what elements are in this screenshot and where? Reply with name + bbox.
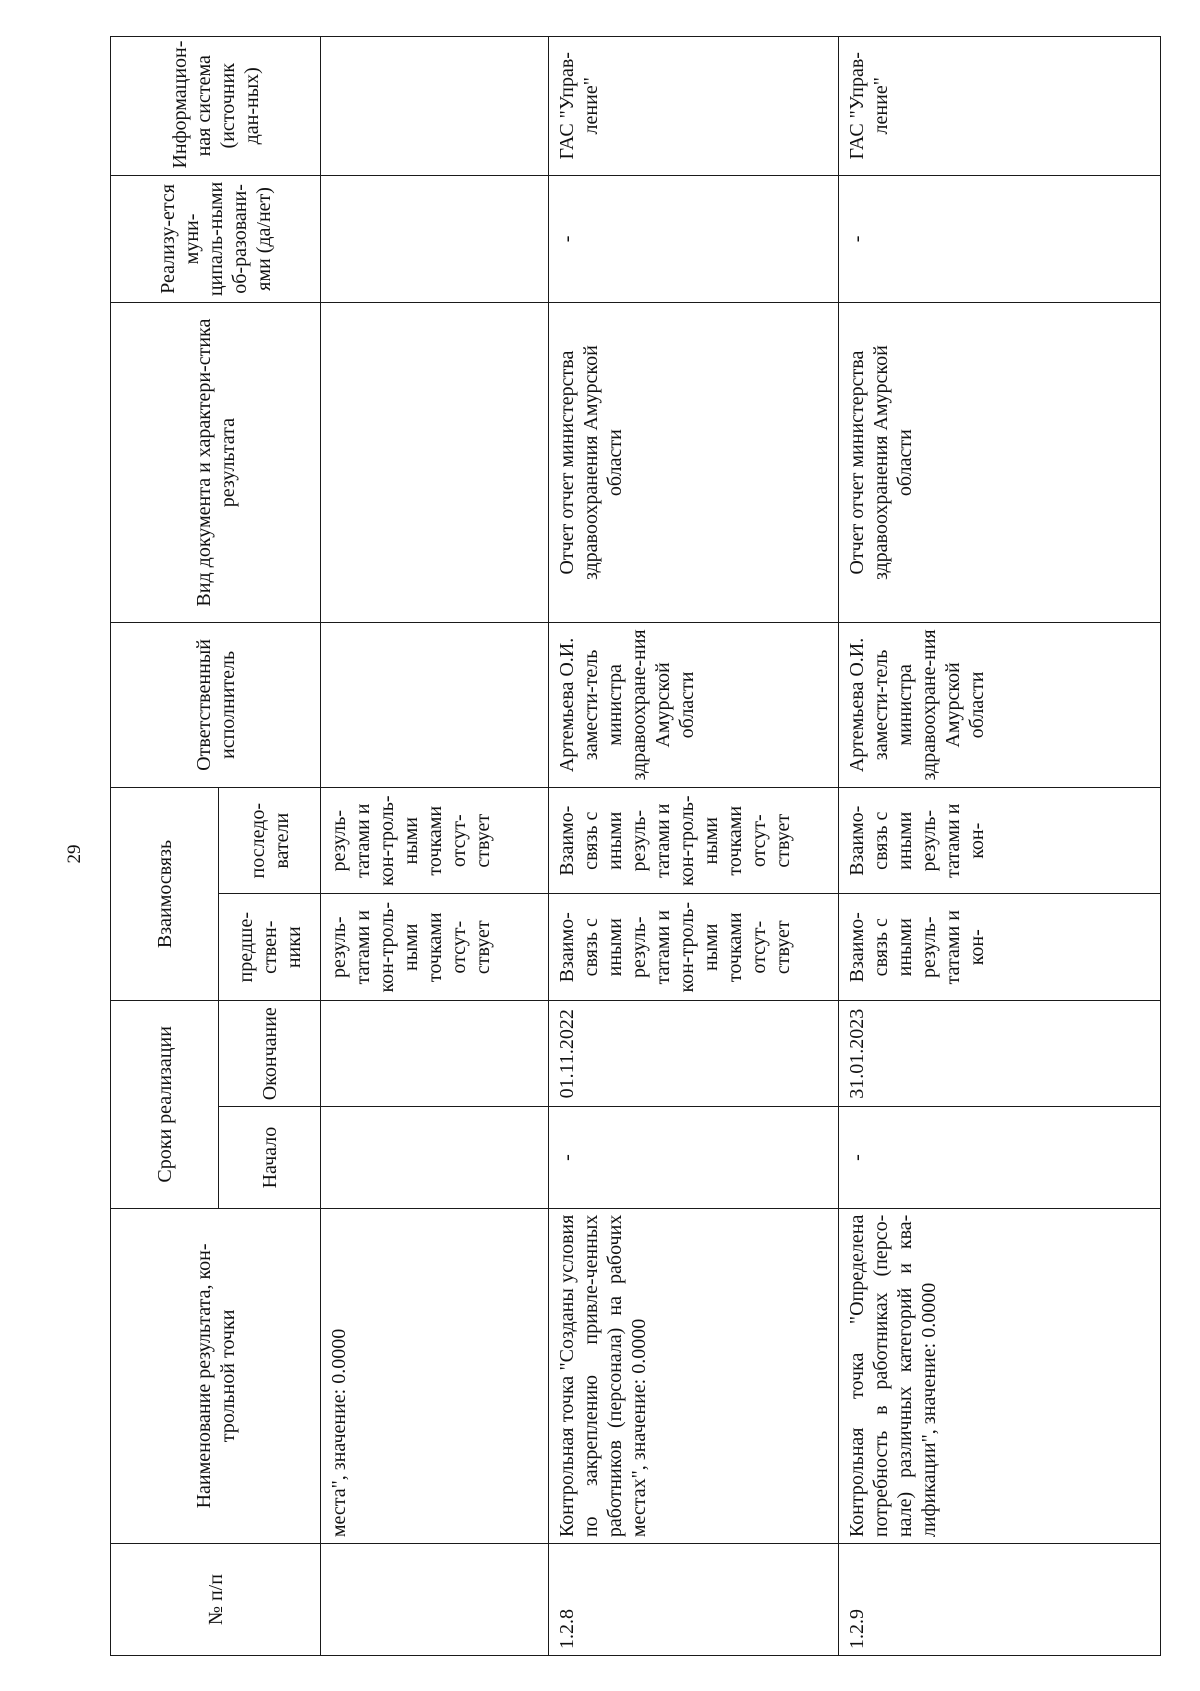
table-container (110, 36, 1160, 1656)
header-terms: Сроки реализации (111, 1000, 219, 1208)
cell-start: - (549, 1107, 839, 1208)
cell-start: - (839, 1107, 1161, 1208)
header-start: Начало (219, 1107, 321, 1208)
header-info-system: Информацион-ная система (источник дан-ных) (111, 37, 321, 176)
header-num: № п/п (111, 1544, 321, 1656)
cell-info-system (321, 37, 549, 176)
page-number: 29 (64, 844, 85, 864)
cell-name: места", значение: 0.0000 (321, 1208, 549, 1544)
header-end: Окончание (219, 1000, 321, 1107)
cell-responsible: Артемьева О.И. замести-тель министра здравоохране-ния Амурской области (839, 622, 1161, 787)
cell-end: 31.01.2023 (839, 1000, 1161, 1107)
cell-end: 01.11.2022 (549, 1000, 839, 1107)
rotated-sheet (110, 36, 1160, 1656)
cell-municipal: - (549, 175, 839, 303)
cell-end (321, 1000, 549, 1107)
cell-start (321, 1107, 549, 1208)
cell-name: Контрольная точка "Созданы условия по закреплению привле-ченных работников (персонала) на рабочих местах", значение: 0.0000 (549, 1208, 839, 1544)
cell-num: 1.2.8 (549, 1544, 839, 1656)
table-row (549, 37, 839, 1656)
cell-info-system: ГАС "Управ-ление" (549, 37, 839, 176)
header-document: Вид документа и характери-стика результата (111, 303, 321, 623)
header-successors: последо-ватели (219, 787, 321, 894)
cell-successors: Взаимо-связь с иными резуль-татами и кон- (839, 787, 1161, 894)
header-link: Взаимосвязь (111, 787, 219, 1000)
cell-responsible: Артемьева О.И. замести-тель министра здравоохране-ния Амурской области (549, 622, 839, 787)
cell-num (321, 1544, 549, 1656)
header-municipal: Реализу-ется муни-ципаль-ными об-разовани-ями (да/нет) (111, 175, 321, 303)
cell-predecessors: Взаимо-связь с иными резуль-татами и кон- (839, 894, 1161, 1001)
cell-name: Контрольная точка "Определена потребность в работниках (персо-нале) различных категорий и ква-лификации", значение: 0.0000 (839, 1208, 1161, 1544)
cell-municipal (321, 175, 549, 303)
cell-document: Отчет отчет министерства здравоохранения Амурской области (549, 303, 839, 623)
table-row (839, 37, 1161, 1656)
cell-predecessors: резуль-татами и кон-троль-ными точками отсут-ствует (321, 894, 549, 1001)
header-name: Наименование результата, кон-трольной точки (111, 1208, 321, 1544)
cell-municipal: - (839, 175, 1161, 303)
cell-responsible (321, 622, 549, 787)
header-predecessors: предше-ствен-ники (219, 894, 321, 1001)
results-table (110, 36, 1161, 1656)
cell-info-system: ГАС "Управ-ление" (839, 37, 1161, 176)
cell-successors: Взаимо-связь с иными резуль-татами и кон-троль-ными точками отсут-ствует (549, 787, 839, 894)
cell-num: 1.2.9 (839, 1544, 1161, 1656)
cell-successors: резуль-татами и кон-троль-ными точками отсут-ствует (321, 787, 549, 894)
cell-predecessors: Взаимо-связь с иными резуль-татами и кон-троль-ными точками отсут-ствует (549, 894, 839, 1001)
cell-document (321, 303, 549, 623)
table-row (321, 37, 549, 1656)
cell-document: Отчет отчет министерства здравоохранения Амурской области (839, 303, 1161, 623)
header-responsible: Ответственный исполнитель (111, 622, 321, 787)
